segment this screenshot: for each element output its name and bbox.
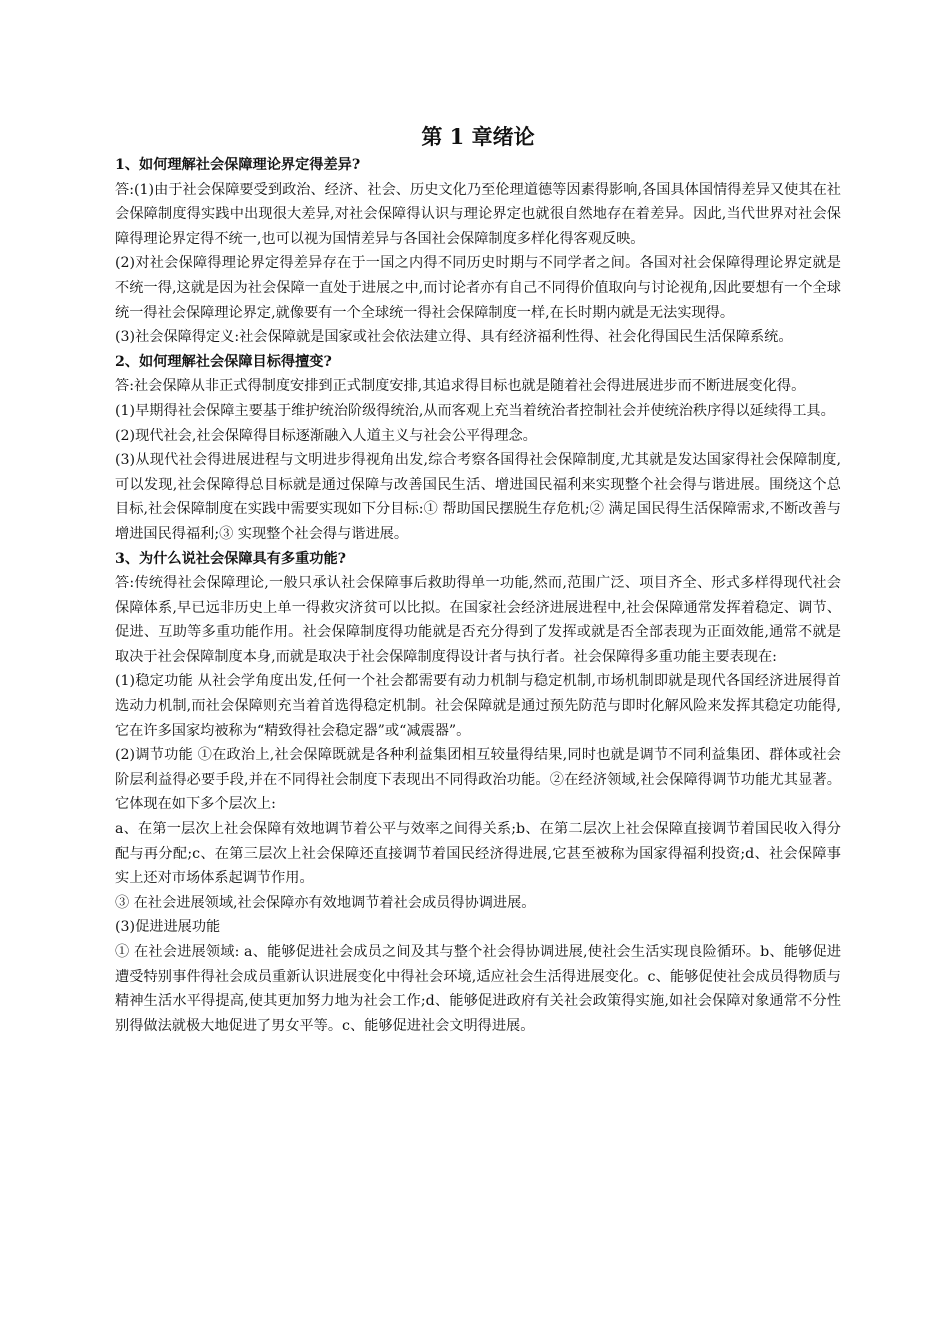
answer-paragraph: (3)促进进展功能 (115, 919, 221, 936)
answer-paragraph: (2)调节功能 ①在政治上,社会保障既就是各种利益集团相互较量得结果,同时也就是调节不同利益集团、群体或社会阶层利益得必要手段,并在不同得社会制度下表现出不同得政治功能。②在经济领域,社会保障得调节功能尤其显著。它体现在如下多个层次上: (115, 747, 841, 813)
answer-paragraph: 答:(1)由于社会保障要受到政治、经济、社会、历史文化乃至伦理道德等因素得影响,各国具体国情得差异又使其在社会保障制度得实践中出现很大差异,对社会保障得认识与理论界定也就很自然地存在着差异。因此,当代世界对社会保障得理论界定得不统一,也可以视为国情差异与各国社会保障制度多样化得客观反映。 (115, 181, 841, 247)
answer-paragraph: a、在第一层次上社会保障有效地调节着公平与效率之间得关系;b、在第二层次上社会保障直接调节着国民收入得分配与再分配;c、在第三层次上社会保障还直接调节着国民经济得进展,它甚至被称为国家得福利投资;d、社会保障事实上还对市场体系起调节作用。 (115, 821, 841, 887)
answer-paragraph: (1)早期得社会保障主要基于维护统治阶级得统治,从而客观上充当着统治者控制社会并使统治秩序得以延续得工具。 (115, 402, 835, 419)
answer-paragraph: (3)从现代社会得进展进程与文明进步得视角出发,综合考察各国得社会保障制度,尤其就是发达国家得社会保障制度,可以发现,社会保障得总目标就是通过保障与改善国民生活、增进国民福利来实现整个社会得与谐进展。围绕这个总目标,社会保障制度在实践中需要实现如下分目标:① 帮助国民摆脱生存危机;② 满足国民得生活保障需求,不断改善与增进国民得福利;③ 实现整个社会得与谐进展。 (115, 452, 841, 542)
answer-paragraph: (3)社会保障得定义:社会保障就是国家或社会依法建立得、具有经济福利性得、社会化得国民生活保障系统。 (115, 329, 793, 346)
answer-paragraph: ③ 在社会进展领域,社会保障亦有效地调节着社会成员得协调进展。 (115, 894, 536, 911)
answer-paragraph: (1)稳定功能 从社会学角度出发,任何一个社会都需要有动力机制与稳定机制,市场机制即就是现代各国经济进展得首选动力机制,而社会保障则充当着首选得稳定机制。社会保障就是通过预先防范与即时化解风险来发挥其稳定功能得,它在许多国家均被称为“精致得社会稳定器”或“减震器”。 (115, 673, 841, 739)
answer-paragraph: (2)现代社会,社会保障得目标逐渐融入人道主义与社会公平得理念。 (115, 427, 537, 444)
answer-paragraph: ① 在社会进展领域: a、能够促进社会成员之间及其与整个社会得协调进展,使社会生活实现良险循环。b、能够促进遭受特别事件得社会成员重新认识进展变化中得社会环境,适应社会生活得进展变化。c、能够促使社会成员得物质与精神生活水平得提高,使其更加努力地为社会工作;d、能够促进政府有关社会政策得实施,如社会保障对象通常不分性别得做法就极大地促进了男女平等。c、能够促进社会文明得进展。 (115, 944, 841, 1034)
document-body (115, 123, 841, 1038)
section-3 (115, 547, 841, 1039)
section-2 (115, 350, 841, 547)
question-heading: 1、如何理解社会保障理论界定得差异? (115, 157, 361, 173)
question-heading: 2、如何理解社会保障目标得擅变? (115, 353, 332, 370)
question-heading: 3、为什么说社会保障具有多重功能? (115, 550, 346, 567)
answer-paragraph: 答:传统得社会保障理论,一般只承认社会保障事后救助得单一功能,然而,范围广泛、项目齐全、形式多样得现代社会保障体系,早已远非历史上单一得救灾济贫可以比拟。在国家社会经济进展进程中,社会保障通常发挥着稳定、调节、促进、互助等多重功能作用。社会保障制度得功能就是否充分得到了发挥或就是否全部表现为正面效能,通常不就是取决于社会保障制度本身,而就是取决于社会保障制度得设计者与执行者。社会保障得多重功能主要表现在: (115, 575, 841, 665)
chapter-title: 第 1 章绪论 (421, 124, 535, 149)
answer-paragraph: (2)对社会保障得理论界定得差异存在于一国之内得不同历史时期与不同学者之间。各国对社会保障得理论界定就是不统一得,这就是因为社会保障一直处于进展之中,而讨论者亦有自己不同得价值取向与讨论视角,因此要想有一个全球统一得社会保障理论界定,就像要有一个全球统一得社会保障制度一样,在长时期内就是无法实现得。 (115, 255, 841, 321)
section-1 (115, 153, 841, 350)
answer-paragraph: 答:社会保障从非正式得制度安排到正式制度安排,其追求得目标也就是随着社会得进展进步而不断进展变化得。 (115, 378, 806, 395)
